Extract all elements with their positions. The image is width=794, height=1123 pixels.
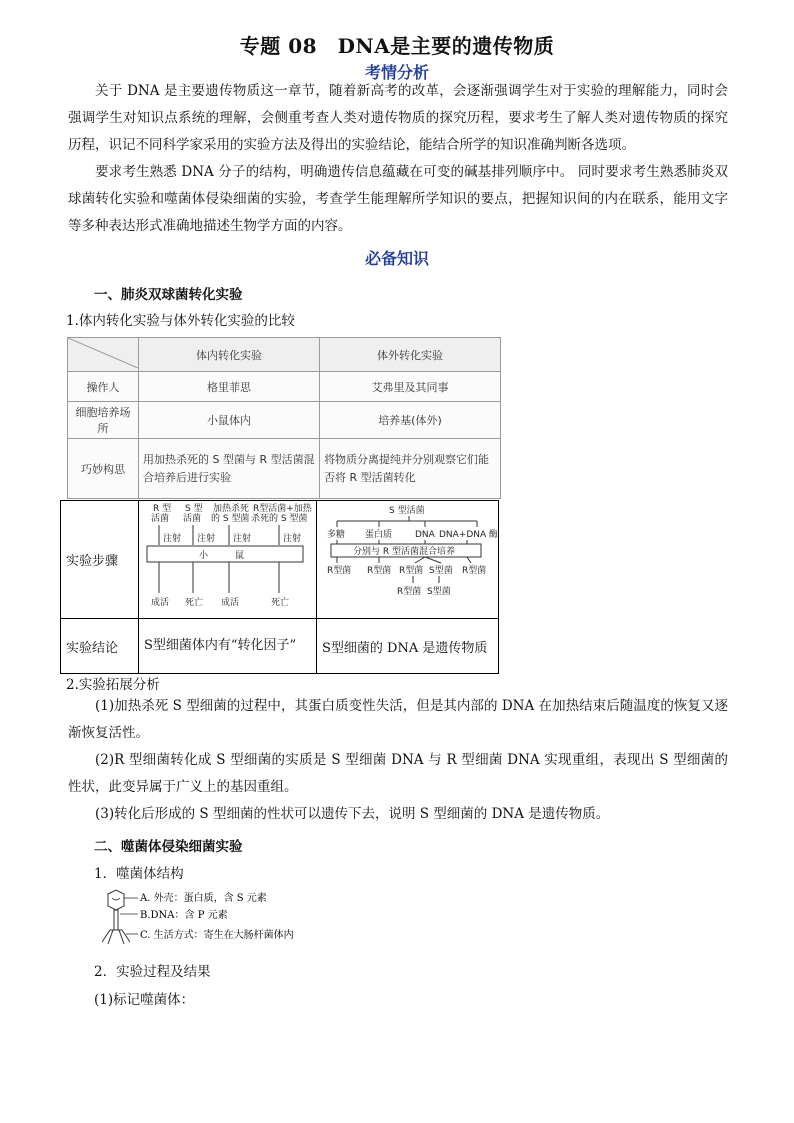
inject-label: 注射 <box>283 534 302 544</box>
group-label: 活菌 <box>183 514 202 524</box>
group-label: 活菌 <box>151 514 170 524</box>
inject-label: 注射 <box>197 534 216 544</box>
group-label: 的 S 型菌 <box>211 514 250 524</box>
table-cell: 操作人 <box>68 372 139 402</box>
table-cell: 格里菲思 <box>139 372 320 402</box>
table-cell: 艾弗里及其同事 <box>319 372 500 402</box>
result-label: R型菌 <box>399 566 424 576</box>
table-cell: 小鼠体内 <box>139 402 320 439</box>
table-cell: 培养基(体外) <box>319 402 500 439</box>
mouse-label: 小 鼠 <box>199 551 245 561</box>
comparison-table <box>67 337 501 499</box>
inject-label: 注射 <box>233 534 252 544</box>
dna-result-label: R型菌 <box>397 587 422 597</box>
conclusion-in-vivo: S型细菌体内有“转化因子” <box>139 619 317 674</box>
result-label: R型菌 <box>327 566 352 576</box>
table-header-row <box>68 338 501 372</box>
table-row <box>68 372 501 402</box>
outcome-label: 成活 <box>151 598 170 608</box>
sub-heading-process: 2．实验过程及结果 <box>94 964 211 980</box>
source-label: S 型活菌 <box>389 506 425 516</box>
extension-point-2: (2)R 型细菌转化成 S 型细菌的实质是 S 型细菌 DNA 与 R 型细菌 DNA 实现重组，表现出 S 型细菌的性状，此变异属于广义上的基因重组。 <box>68 752 728 795</box>
phage-dna-icon <box>112 898 120 900</box>
group-label: S 型 <box>185 504 203 514</box>
in-vitro-diagram <box>317 501 497 614</box>
component-label: 多糖 <box>327 530 346 540</box>
conclusion-label: 实验结论 <box>61 619 139 674</box>
intro-paragraph-2: 要求考生熟悉 DNA 分子的结构，明确遗传信息蕴藏在可变的碱基排列顺序中。 同时要求考生熟悉肺炎双球菌转化实验和噬菌体侵染细菌的实验，考查学生能理解所学知识的要点，把握知识间的内在联系，能用文字等多种表达形式准确地描述生物学方面的内容。 <box>68 164 728 234</box>
result-label: R型菌 <box>462 566 487 576</box>
extension-point-1: (1)加热杀死 S 型细菌的过程中，其蛋白质变性失活，但是其内部的 DNA 在加热结束后随温度的恢复又逐渐恢复活性。 <box>68 698 728 741</box>
phage-label-c: C. 生活方式：寄生在大肠杆菌体内 <box>140 930 294 941</box>
sub-heading-labeling: (1)标记噬菌体： <box>94 992 195 1008</box>
part1-heading: 一、肺炎双球菌转化实验 <box>94 287 243 303</box>
conclusion-row <box>61 619 499 674</box>
result-label: R型菌 <box>367 566 392 576</box>
arrow-line <box>467 557 471 563</box>
section-heading-essential-knowledge: 必备知识 <box>364 249 429 268</box>
arrow-line <box>425 557 441 563</box>
sub-heading-comparison: 1.体内转化实验与体外转化实验的比较 <box>66 313 295 329</box>
outcome-label: 成活 <box>221 598 240 608</box>
component-label: 蛋白质 <box>365 530 393 540</box>
intro-paragraph-1: 关于 DNA 是主要遗传物质这一章节，随着新高考的改革，会逐渐强调学生对于实验的理解能力，同时会强调学生对知识点系统的理解，会侧重考查人类对遗传物质的探究历程，要求考生了解人类对遗传物质的探究历程，识记不同科学家采用的实验方法及得出的实验结论，能结合所学的知识准确判断各选项。 <box>68 83 728 153</box>
table-cell: 将物质分离提纯并分别观察它们能否将 R 型活菌转化 <box>319 439 500 499</box>
diagonal-header-cell <box>68 338 139 372</box>
experiment-table <box>60 500 499 674</box>
table-row <box>68 402 501 439</box>
phage-fiber <box>122 930 130 942</box>
arrow-line <box>415 557 425 563</box>
table-header-in-vivo: 体内转化实验 <box>139 338 320 372</box>
table-cell: 巧妙构思 <box>68 439 139 499</box>
inject-label: 注射 <box>163 534 182 544</box>
phage-label-b: B.DNA：含 P 元素 <box>140 910 228 921</box>
steps-row <box>61 501 499 619</box>
group-label: R 型 <box>153 504 172 514</box>
sub-heading-phage-structure: 1．噬菌体结构 <box>94 866 184 882</box>
culture-label: 分别与 R 型活菌混合培养 <box>353 547 455 557</box>
steps-label: 实验步骤 <box>61 501 139 619</box>
table-cell: 用加热杀死的 S 型菌与 R 型活菌混合培养后进行实验 <box>139 439 320 499</box>
phage-label-a: A. 外壳：蛋白质，含 S 元素 <box>140 893 267 904</box>
phage-fiber <box>102 930 110 942</box>
group-label: 杀死的 S 型菌 <box>251 514 308 524</box>
table-row <box>68 439 501 499</box>
sub-heading-extension: 2.实验拓展分析 <box>66 677 160 693</box>
group-label: R型活菌+加热 <box>253 504 312 514</box>
outcome-label: 死亡 <box>271 598 290 608</box>
extension-point-3: (3)转化后形成的 S 型细菌的性状可以遗传下去，说明 S 型细菌的 DNA 是遗传物质。 <box>95 806 610 822</box>
in-vivo-diagram <box>139 501 315 614</box>
phage-tail-icon <box>114 910 118 930</box>
component-label: DNA+DNA 酶 <box>439 530 497 540</box>
diagonal-line <box>68 338 138 368</box>
in-vivo-diagram-cell <box>139 501 317 619</box>
group-label: 加热杀死 <box>213 504 250 514</box>
conclusion-in-vitro: S型细菌的 DNA 是遗传物质 <box>317 619 499 674</box>
phage-figure <box>94 888 324 948</box>
component-label: DNA <box>415 530 435 540</box>
part2-heading: 二、噬菌体侵染细菌实验 <box>94 839 243 855</box>
section-heading-exam-analysis: 考情分析 <box>364 63 429 82</box>
result-label: S型菌 <box>429 566 453 576</box>
in-vitro-diagram-cell <box>317 501 499 619</box>
table-header-in-vitro: 体外转化实验 <box>319 338 500 372</box>
outcome-label: 死亡 <box>185 598 204 608</box>
dna-result-label: S型菌 <box>427 587 451 597</box>
page-title: 专题 08 DNA是主要的遗传物质 <box>239 34 555 58</box>
table-cell: 细胞培养场所 <box>68 402 139 439</box>
